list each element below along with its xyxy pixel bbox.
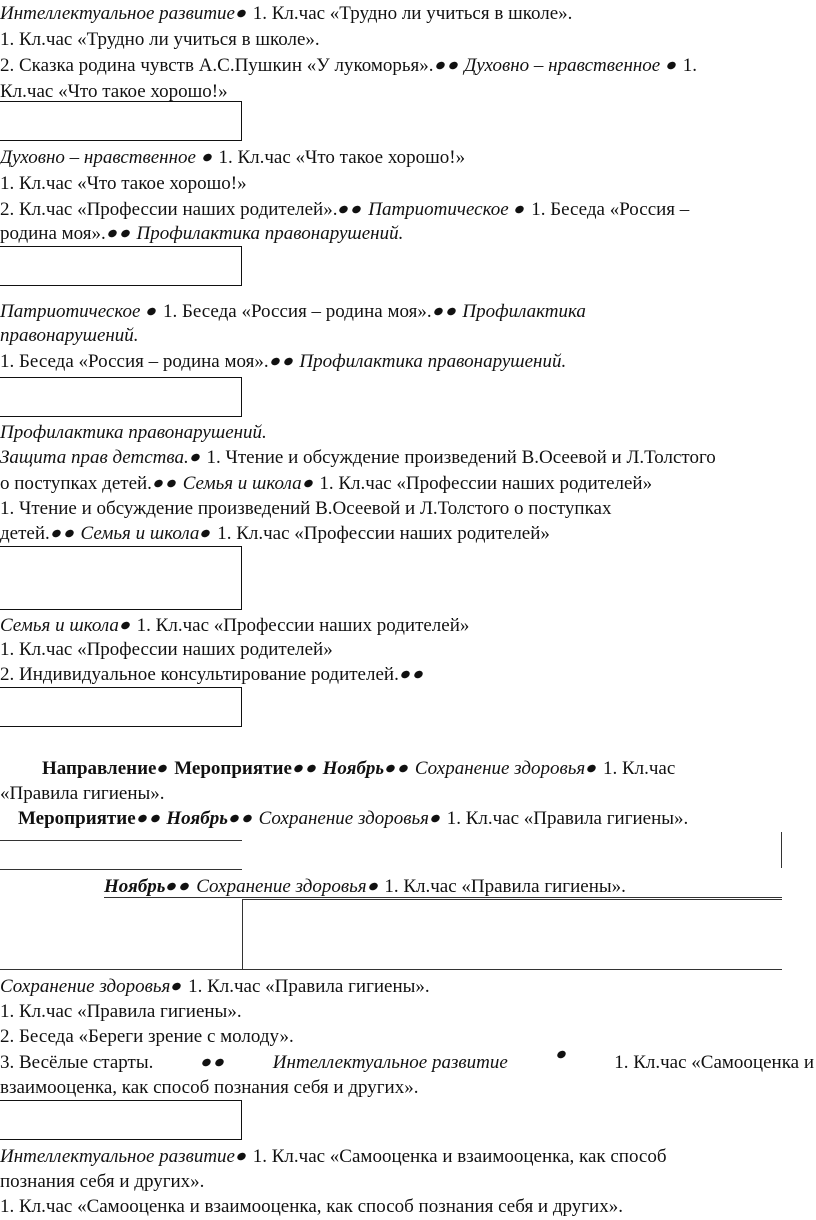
text-line: детей. Семья и школа 1. Кл.час «Профессии наших родителей» xyxy=(0,523,550,544)
text-line: 2. Беседа «Береги зрение с молоду». xyxy=(0,1026,294,1047)
bullet-icon xyxy=(385,763,396,774)
text-line: 1. Беседа «Россия – родина моя». Профилактика правонарушений. xyxy=(0,351,567,372)
column-header: Мероприятие xyxy=(18,808,136,829)
bullet-icon xyxy=(201,1057,212,1068)
section-heading: Сохранение здоровья xyxy=(0,976,171,997)
bullet-icon xyxy=(555,1049,566,1060)
section-heading: Профилактика правонарушений. xyxy=(0,422,267,443)
bullet-icon xyxy=(153,478,164,489)
text-line: Интеллектуальное развитие 1. Кл.час «Самооценка и взаимооценка, как способ xyxy=(0,1146,667,1167)
text-line: 3. Весёлые старты. Интеллектуальное развитие 1. Кл.час «Самооценка и xyxy=(0,1051,814,1075)
bullet-icon xyxy=(447,60,458,71)
bullet-icon xyxy=(666,60,677,71)
text-line: Мероприятие Ноябрь Сохранение здоровья 1. Кл.час «Правила гигиены». xyxy=(18,808,689,829)
text-line: 1. Кл.час «Правила гигиены». xyxy=(0,1001,242,1022)
section-heading: Профилактика xyxy=(457,301,586,322)
bullet-icon xyxy=(149,813,160,824)
bullet-icon xyxy=(432,306,443,317)
empty-box xyxy=(0,377,242,417)
bullet-icon xyxy=(200,528,211,539)
bullet-icon xyxy=(166,881,177,892)
text-line: 1. Кл.час «Что такое хорошо!» xyxy=(0,173,247,194)
section-heading: Духовно – нравственное xyxy=(459,55,665,76)
table-rule xyxy=(242,899,782,900)
month-heading: Ноябрь xyxy=(104,876,166,897)
section-heading: Сохранение здоровья xyxy=(410,758,586,779)
empty-box xyxy=(0,687,242,727)
bullet-icon xyxy=(514,204,525,215)
text-line: взаимооценка, как способ познания себя и других». xyxy=(0,1077,419,1098)
bullet-icon xyxy=(430,813,441,824)
month-heading: Ноябрь xyxy=(161,808,228,829)
text-line: о поступках детей. Семья и школа 1. Кл.час «Профессии наших родителей» xyxy=(0,473,653,494)
bullet-icon xyxy=(242,813,253,824)
bullet-icon xyxy=(236,8,247,19)
bullet-icon xyxy=(202,152,213,163)
section-heading: Защита прав детства. xyxy=(0,447,189,468)
bullet-icon xyxy=(283,356,294,367)
bullet-icon xyxy=(157,763,168,774)
text-line: 2. Индивидуальное консультирование родителей. xyxy=(0,663,812,687)
empty-box xyxy=(0,246,242,286)
bullet-icon xyxy=(413,669,424,680)
section-heading: Интеллектуальное развитие xyxy=(0,3,235,24)
section-heading: Интеллектуальное развитие xyxy=(0,1146,235,1167)
section-heading: Семья и школа xyxy=(75,523,200,544)
bullet-icon xyxy=(120,620,131,631)
bullet-icon xyxy=(270,356,281,367)
bullet-icon xyxy=(136,813,147,824)
bullet-icon xyxy=(586,763,597,774)
text-line: Интеллектуальное развитие 1. Кл.час «Трудно ли учиться в школе». xyxy=(0,3,573,24)
bullet-icon xyxy=(107,228,118,239)
month-heading: Ноябрь xyxy=(317,758,385,779)
bullet-icon xyxy=(351,204,362,215)
empty-box xyxy=(0,546,242,610)
text-line: Ноябрь Сохранение здоровья 1. Кл.час «Правила гигиены». xyxy=(104,876,626,897)
bullet-icon xyxy=(293,763,304,774)
section-heading: Патриотическое xyxy=(0,301,146,322)
section-heading: Семья и школа xyxy=(177,473,302,494)
text-line: Кл.час «Что такое хорошо!» xyxy=(0,81,228,102)
text-line: 1. Кл.час «Профессии наших родителей» xyxy=(0,639,333,660)
text-line: правонарушений. xyxy=(0,325,139,346)
text-line: «Правила гигиены». xyxy=(0,783,165,804)
table-rule xyxy=(0,840,242,841)
bullet-icon xyxy=(229,813,240,824)
text-line: 1. Кл.час «Самооценка и взаимооценка, как способ познания себя и других». xyxy=(0,1196,623,1217)
bullet-icon xyxy=(171,981,182,992)
text-line: Сохранение здоровья 1. Кл.час «Правила гигиены». xyxy=(0,976,430,997)
bullet-icon xyxy=(338,204,349,215)
section-heading: Патриотическое xyxy=(363,199,514,220)
table-rule xyxy=(242,899,243,969)
bullet-icon xyxy=(400,669,411,680)
text-line: 1. Кл.час «Трудно ли учиться в школе». xyxy=(0,29,320,50)
section-heading: Профилактика правонарушений. xyxy=(294,351,567,372)
text-line: 2. Кл.час «Профессии наших родителей». Патриотическое 1. Беседа «Россия – xyxy=(0,199,690,220)
table-rule xyxy=(781,832,782,868)
bullet-icon xyxy=(190,452,201,463)
text-line: Защита прав детства. 1. Чтение и обсуждение произведений В.Осеевой и Л.Толстого xyxy=(0,447,716,468)
bullet-icon xyxy=(302,478,313,489)
table-rule xyxy=(0,869,242,870)
column-header: Направление xyxy=(42,758,157,779)
section-heading: Сохранение здоровья xyxy=(191,876,367,897)
section-heading: Сохранение здоровья xyxy=(253,808,429,829)
text-line: познания себя и других». xyxy=(0,1171,205,1192)
bullet-icon xyxy=(398,763,409,774)
text-line: 2. Сказка родина чувств А.С.Пушкин «У лукоморья». Духовно – нравственное 1. xyxy=(0,55,697,76)
bullet-icon xyxy=(306,763,317,774)
empty-box xyxy=(0,1100,242,1140)
section-heading: Духовно – нравственное xyxy=(0,147,201,168)
table-rule xyxy=(104,897,782,898)
bullet-icon xyxy=(445,306,456,317)
table-rule xyxy=(0,969,782,970)
bullet-icon xyxy=(166,478,177,489)
text-line: 1. Чтение и обсуждение произведений В.Осеевой и Л.Толстого о поступках xyxy=(0,498,612,519)
section-heading: Интеллектуальное развитие xyxy=(272,1052,508,1073)
text-line: Духовно – нравственное 1. Кл.час «Что такое хорошо!» xyxy=(0,147,466,168)
column-header: Мероприятие xyxy=(169,758,292,779)
section-heading: Семья и школа xyxy=(0,615,119,636)
bullet-icon xyxy=(367,881,378,892)
table-header-line: Направление Мероприятие Ноябрь Сохранение здоровья 1. Кл.час xyxy=(42,758,676,779)
section-heading: Профилактика правонарушений. xyxy=(131,223,404,244)
text-line: Семья и школа 1. Кл.час «Профессии наших родителей» xyxy=(0,615,470,636)
bullet-icon xyxy=(120,228,131,239)
bullet-icon xyxy=(434,60,445,71)
text-line: Патриотическое 1. Беседа «Россия – родина моя». Профилактика xyxy=(0,301,586,322)
empty-box xyxy=(0,101,242,141)
bullet-icon xyxy=(236,1151,247,1162)
bullet-icon xyxy=(64,528,75,539)
bullet-icon xyxy=(214,1057,225,1068)
bullet-icon xyxy=(179,881,190,892)
bullet-icon xyxy=(146,306,157,317)
bullet-icon xyxy=(51,528,62,539)
text-line: родина моя». Профилактика правонарушений. xyxy=(0,223,404,244)
